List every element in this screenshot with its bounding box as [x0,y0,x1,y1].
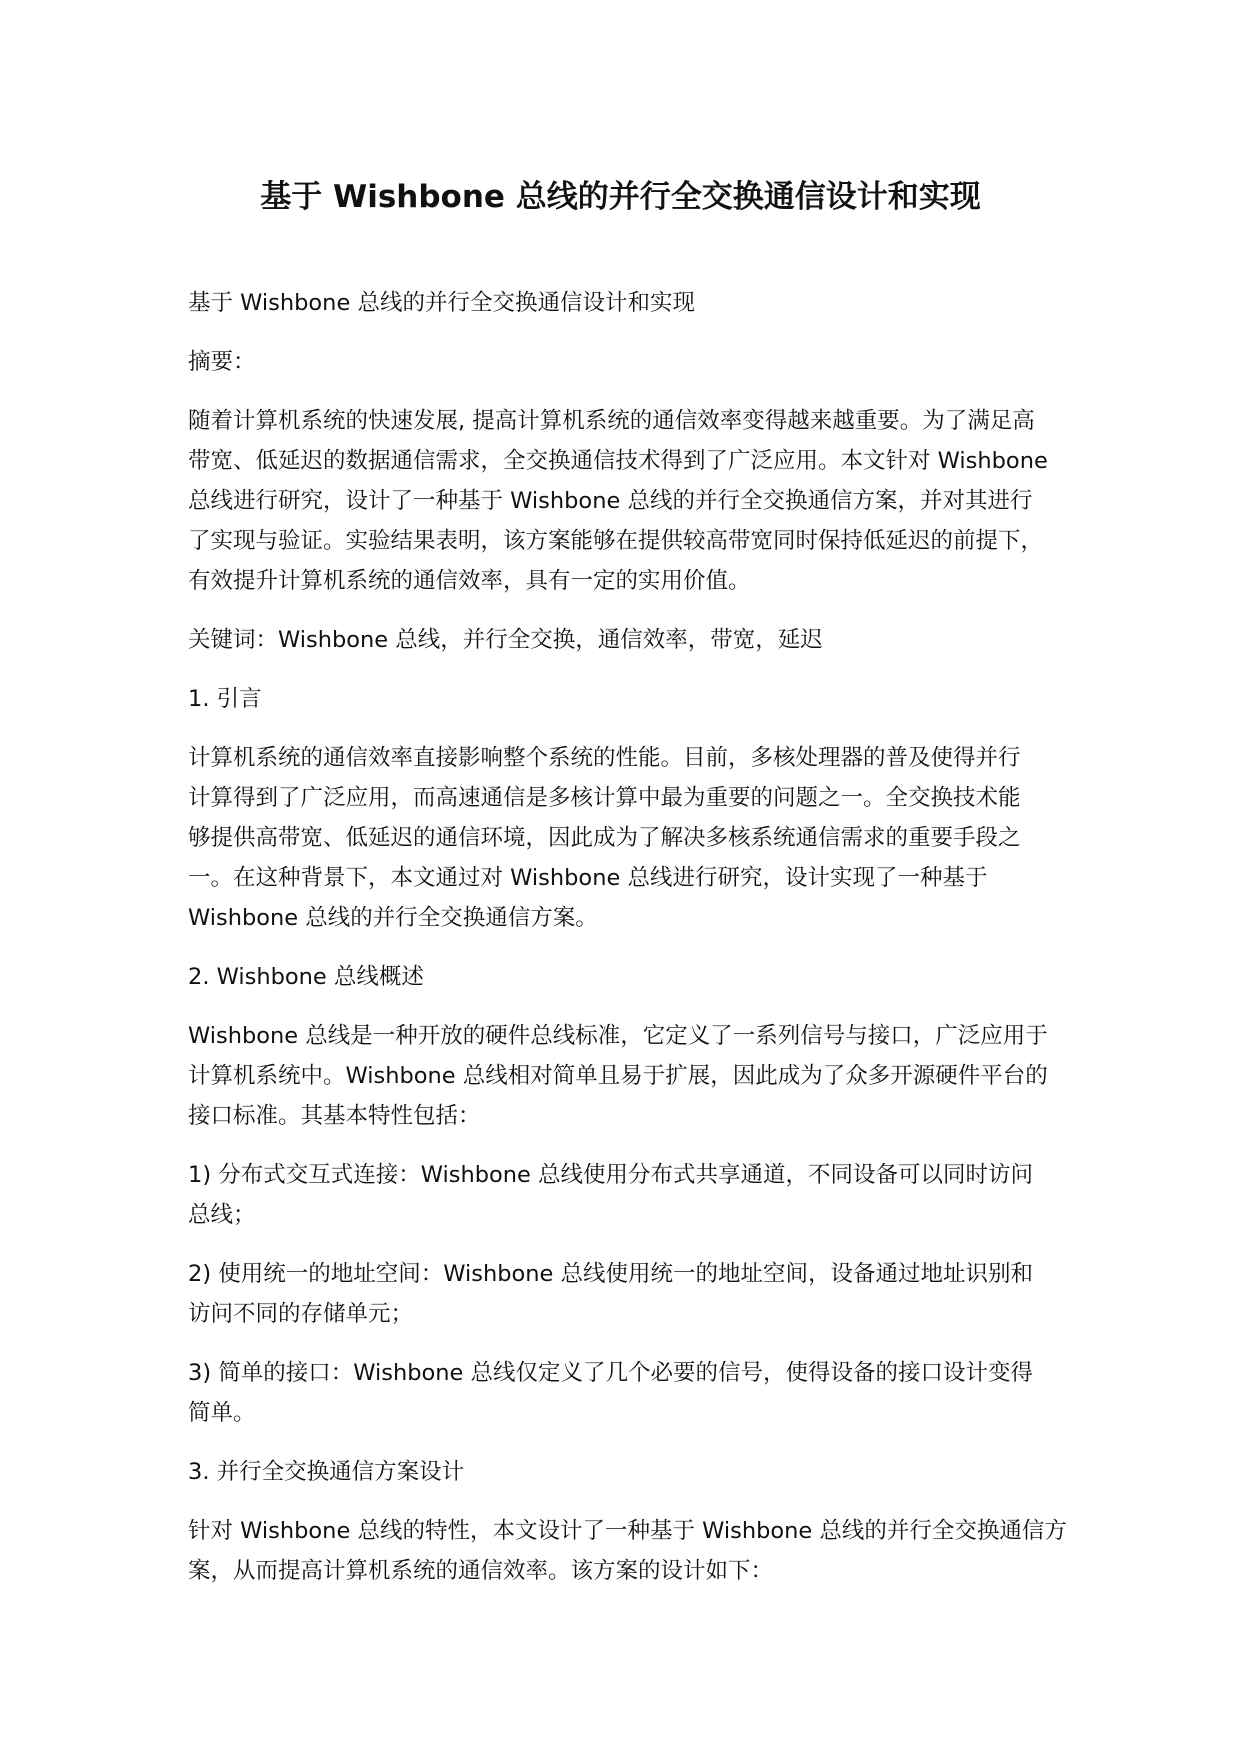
text-line: 摘要： [188,349,256,375]
text-line: Wishbone 总线是一种开放的硬件总线标准，它定义了一系列信号与接口，广泛应用于 [188,1023,1048,1049]
section-heading-design [188,1452,1088,1492]
text-line: 计算机系统中。Wishbone 总线相对简单且易于扩展，因此成为了众多开源硬件平台的 [188,1063,1048,1089]
subtitle-paragraph [188,283,1088,323]
text-line: 2) 使用统一的地址空间：Wishbone 总线使用统一的地址空间，设备通过地址识别和 [188,1261,1034,1287]
feature-item-2 [188,1254,1088,1334]
text-line: 总线； [188,1202,256,1228]
text-line: 简单。 [188,1400,256,1426]
text-line: 带宽、低延迟的数据通信需求，全交换通信技术得到了广泛应用。本文针对 Wishbone [188,448,1048,474]
text-line: 3) 简单的接口：Wishbone 总线仅定义了几个必要的信号，使得设备的接口设计变得 [188,1360,1034,1386]
text-line: 计算得到了广泛应用，而高速通信是多核计算中最为重要的问题之一。全交换技术能 [188,785,1021,811]
text-line: 一。在这种背景下，本文通过对 Wishbone 总线进行研究，设计实现了一种基于 [188,865,988,891]
text-line: 访问不同的存储单元； [188,1301,414,1327]
feature-item-1 [188,1155,1088,1235]
text-line: 3. 并行全交换通信方案设计 [188,1459,465,1485]
section-heading-introduction [188,679,1088,719]
feature-item-3 [188,1353,1088,1433]
text-line: 接口标准。其基本特性包括： [188,1103,481,1129]
text-line: 够提供高带宽、低延迟的通信环境，因此成为了解决多核系统通信需求的重要手段之 [188,825,1021,851]
text-line: 随着计算机系统的快速发展, 提高计算机系统的通信效率变得越来越重要。为了满足高 [188,408,1035,434]
text-line: 案，从而提高计算机系统的通信效率。该方案的设计如下： [188,1558,774,1584]
overview-paragraph [188,1016,1088,1136]
text-line: 2. Wishbone 总线概述 [188,964,424,990]
section-heading-overview [188,957,1088,997]
text-line: 基于 Wishbone 总线的并行全交换通信设计和实现 [188,290,695,316]
text-line: 了实现与验证。实验结果表明，该方案能够在提供较高带宽同时保持低延迟的前提下， [188,528,1044,554]
document-body [188,283,1088,1610]
text-line: 针对 Wishbone 总线的特性，本文设计了一种基于 Wishbone 总线的并行全交换通信方 [188,1518,1067,1544]
design-paragraph [188,1511,1088,1591]
abstract-heading [188,342,1088,382]
text-line: 1. 引言 [188,686,262,712]
text-line: 关键词：Wishbone 总线，并行全交换，通信效率，带宽，延迟 [188,627,823,653]
text-line: 总线进行研究，设计了一种基于 Wishbone 总线的并行全交换通信方案，并对其进行 [188,488,1033,514]
keywords-paragraph [188,620,1088,660]
text-line: 1) 分布式交互式连接：Wishbone 总线使用分布式共享通道，不同设备可以同时访问 [188,1162,1034,1188]
introduction-paragraph [188,738,1088,938]
text-line: 有效提升计算机系统的通信效率，具有一定的实用价值。 [188,568,751,594]
document-title: 基于 Wishbone 总线的并行全交换通信设计和实现 [260,179,981,215]
abstract-paragraph [188,401,1088,601]
text-line: 计算机系统的通信效率直接影响整个系统的性能。目前，多核处理器的普及使得并行 [188,745,1021,771]
text-line: Wishbone 总线的并行全交换通信方案。 [188,905,598,931]
